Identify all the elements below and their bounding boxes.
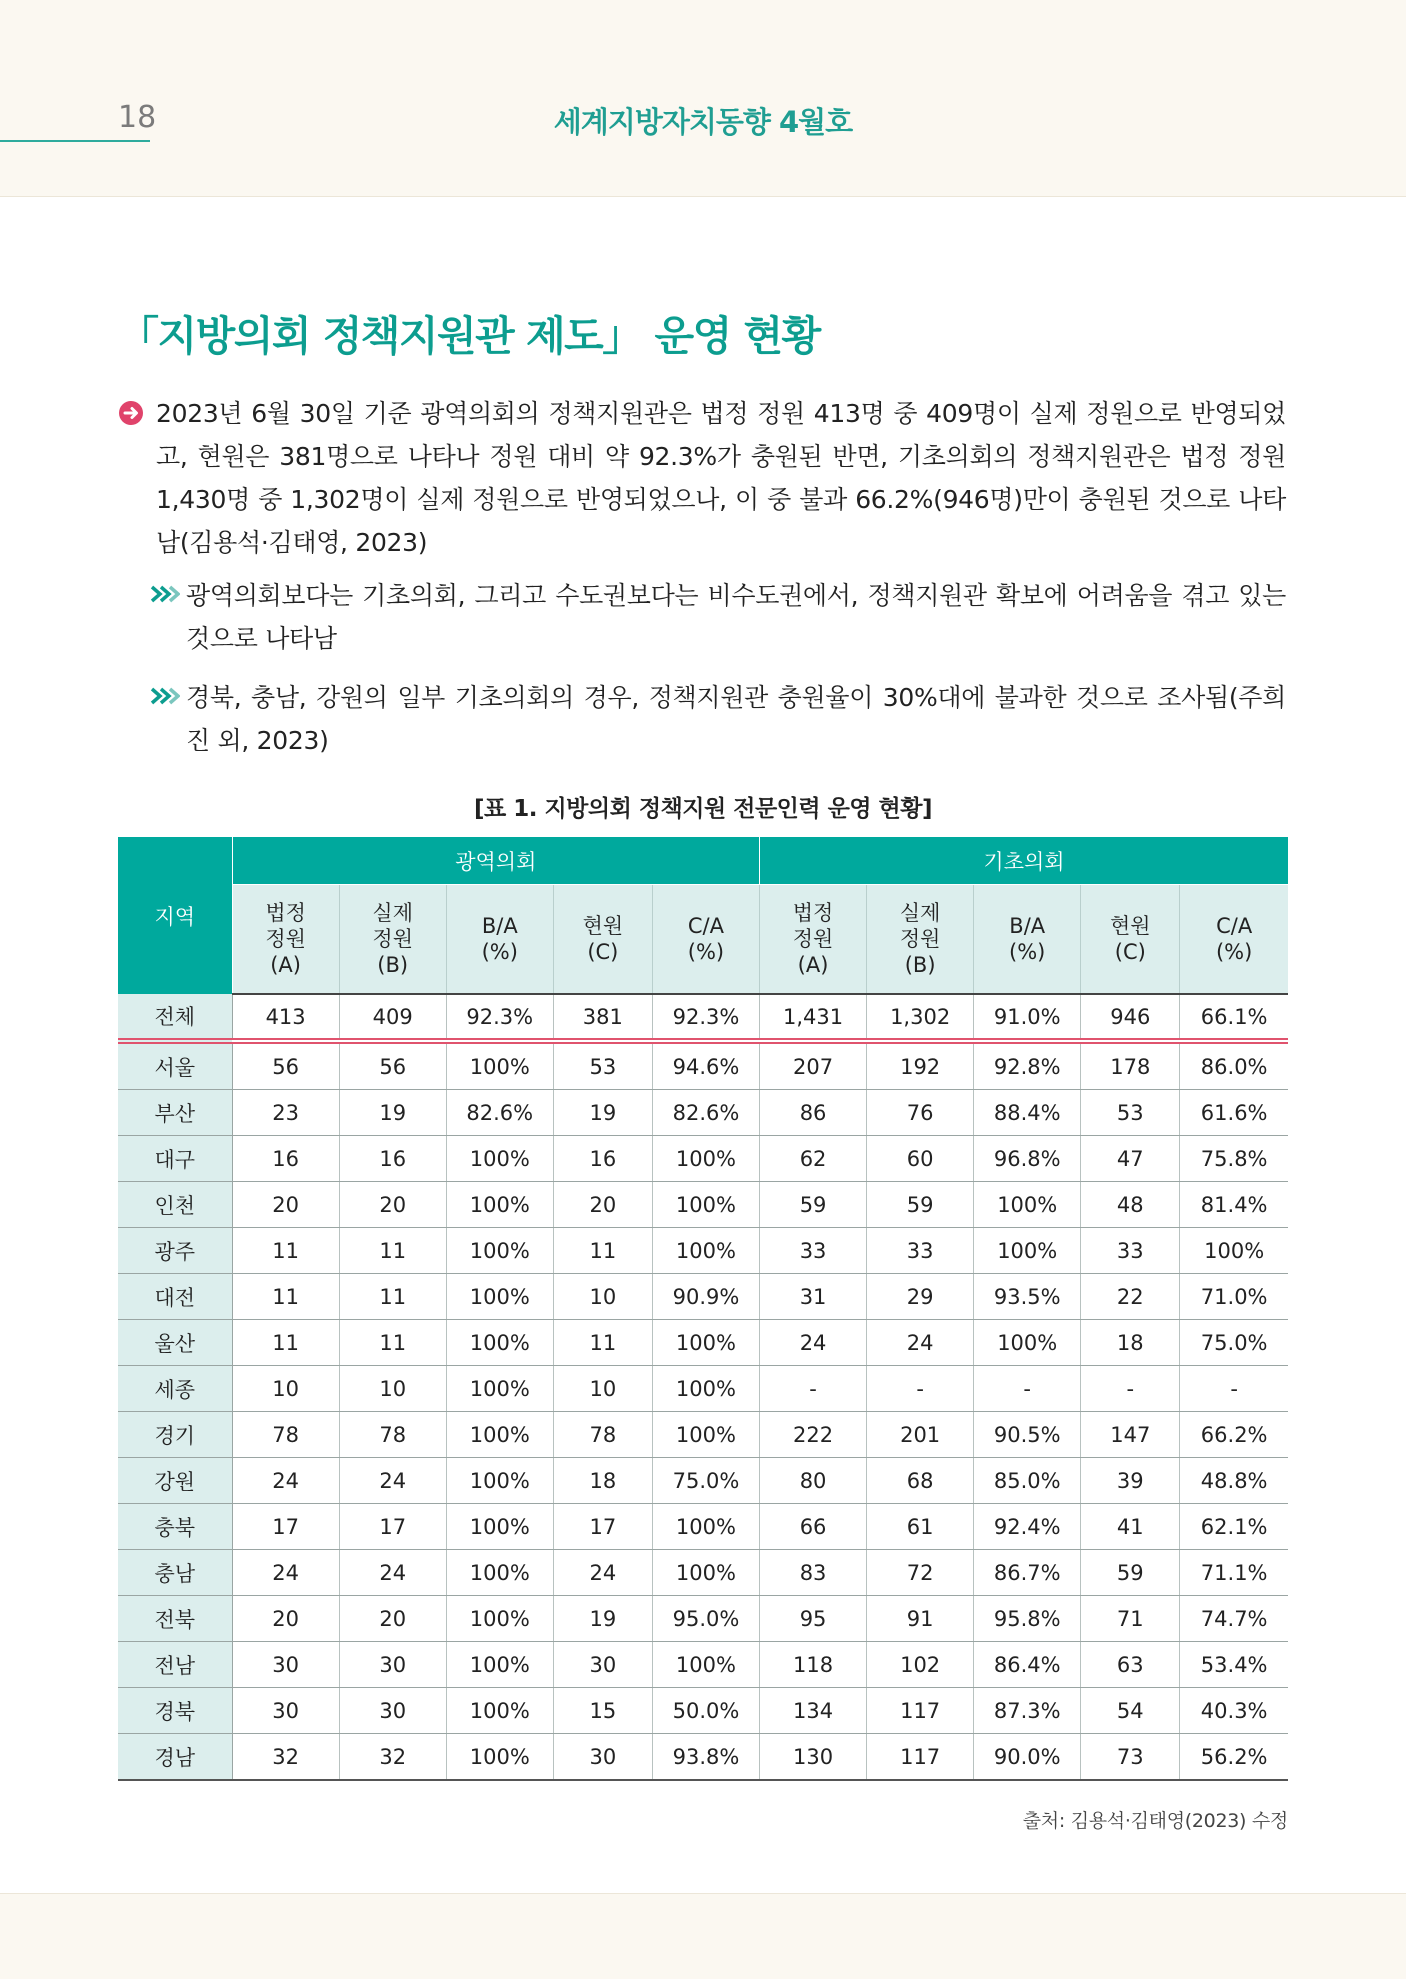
value-cell: 71.0% — [1180, 1274, 1288, 1320]
value-cell: 76 — [867, 1090, 974, 1136]
value-cell: 100% — [652, 1642, 759, 1688]
value-cell: 71.1% — [1180, 1550, 1288, 1596]
region-cell: 인천 — [118, 1182, 232, 1228]
value-cell: 20 — [232, 1182, 339, 1228]
table-row — [118, 1596, 1288, 1642]
value-cell: 48.8% — [1180, 1458, 1288, 1504]
value-cell: 19 — [553, 1090, 652, 1136]
value-cell: 192 — [867, 1041, 974, 1090]
region-cell: 서울 — [118, 1041, 232, 1090]
table-row — [118, 1090, 1288, 1136]
value-cell: 30 — [232, 1642, 339, 1688]
value-cell: 118 — [760, 1642, 867, 1688]
value-cell: 24 — [867, 1320, 974, 1366]
value-cell: 24 — [339, 1550, 446, 1596]
value-cell: 207 — [760, 1041, 867, 1090]
value-cell: 81.4% — [1180, 1182, 1288, 1228]
value-cell: 32 — [232, 1734, 339, 1781]
value-cell: 86.7% — [974, 1550, 1081, 1596]
table-row — [118, 1136, 1288, 1182]
value-cell: 409 — [339, 994, 446, 1041]
value-cell: 62.1% — [1180, 1504, 1288, 1550]
value-cell: 222 — [760, 1412, 867, 1458]
header-band — [0, 0, 1406, 196]
value-cell: 66.2% — [1180, 1412, 1288, 1458]
value-cell: 15 — [553, 1688, 652, 1734]
value-cell: 80 — [760, 1458, 867, 1504]
value-cell: 100% — [652, 1550, 759, 1596]
value-cell: 56.2% — [1180, 1734, 1288, 1781]
value-cell: 178 — [1081, 1041, 1180, 1090]
header-line: B/A — [481, 914, 518, 938]
value-cell: 1,431 — [760, 994, 867, 1041]
value-cell: 100% — [652, 1136, 759, 1182]
value-cell: 11 — [339, 1228, 446, 1274]
double-chevron-icon — [150, 584, 180, 604]
value-cell: 93.8% — [652, 1734, 759, 1781]
value-cell: 100% — [446, 1504, 553, 1550]
table-row — [118, 1504, 1288, 1550]
value-cell: 100% — [652, 1366, 759, 1412]
value-cell: - — [867, 1366, 974, 1412]
page-number: 18 — [118, 100, 157, 135]
value-cell: 96.8% — [974, 1136, 1081, 1182]
header-line: (B) — [377, 953, 409, 977]
value-cell: 78 — [339, 1412, 446, 1458]
table-source: 출처: 김용석·김태영(2023) 수정 — [1022, 1810, 1288, 1832]
value-cell: 24 — [553, 1550, 652, 1596]
value-cell: 100% — [974, 1228, 1081, 1274]
value-cell: 39 — [1081, 1458, 1180, 1504]
header-line: (%) — [1215, 940, 1253, 964]
value-cell: 24 — [232, 1550, 339, 1596]
region-cell: 전북 — [118, 1596, 232, 1642]
header-line: (A) — [270, 953, 301, 977]
sub-bullet-text: 광역의회보다는 기초의회, 그리고 수도권보다는 비수도권에서, 정책지원관 확보에 어려움을 겪고 있는 것으로 나타남 — [186, 581, 1286, 653]
value-cell: 24 — [760, 1320, 867, 1366]
value-cell: 83 — [760, 1550, 867, 1596]
value-cell: - — [974, 1366, 1081, 1412]
region-cell: 대구 — [118, 1136, 232, 1182]
table-row — [118, 1320, 1288, 1366]
value-cell: 17 — [232, 1504, 339, 1550]
value-cell: 75.0% — [1180, 1320, 1288, 1366]
value-cell: 32 — [339, 1734, 446, 1781]
value-cell: 78 — [232, 1412, 339, 1458]
value-cell: 100% — [974, 1320, 1081, 1366]
header-line: 정원 — [899, 927, 941, 951]
value-cell: 75.0% — [652, 1458, 759, 1504]
header-line: 정원 — [792, 927, 834, 951]
value-cell: 23 — [232, 1090, 339, 1136]
value-cell: 11 — [553, 1228, 652, 1274]
value-cell: 100% — [652, 1228, 759, 1274]
value-cell: 59 — [867, 1182, 974, 1228]
value-cell: 95.0% — [652, 1596, 759, 1642]
value-cell: 381 — [553, 994, 652, 1041]
value-cell: - — [760, 1366, 867, 1412]
value-cell: 117 — [867, 1734, 974, 1781]
metro-council-header: 광역의회 — [232, 837, 759, 885]
value-cell: 22 — [1081, 1274, 1180, 1320]
region-cell: 충북 — [118, 1504, 232, 1550]
value-cell: 20 — [553, 1182, 652, 1228]
header-line: B/A — [1009, 914, 1046, 938]
value-cell: 1,302 — [867, 994, 974, 1041]
value-cell: 102 — [867, 1642, 974, 1688]
value-cell: 95 — [760, 1596, 867, 1642]
value-cell: 18 — [553, 1458, 652, 1504]
value-cell: 134 — [760, 1688, 867, 1734]
basic-column-header — [1180, 885, 1288, 995]
header-line: (C) — [1114, 940, 1146, 964]
value-cell: 71 — [1081, 1596, 1180, 1642]
value-cell: 130 — [760, 1734, 867, 1781]
region-header: 지역 — [118, 837, 232, 994]
table-row — [118, 1412, 1288, 1458]
value-cell: 100% — [652, 1182, 759, 1228]
value-cell: 50.0% — [652, 1688, 759, 1734]
value-cell: 59 — [760, 1182, 867, 1228]
basic-column-header — [1081, 885, 1180, 995]
table-row — [118, 1228, 1288, 1274]
value-cell: 92.3% — [652, 994, 759, 1041]
value-cell: 66.1% — [1180, 994, 1288, 1041]
value-cell: 85.0% — [974, 1458, 1081, 1504]
value-cell: 10 — [553, 1366, 652, 1412]
value-cell: 74.7% — [1180, 1596, 1288, 1642]
value-cell: 61 — [867, 1504, 974, 1550]
value-cell: 100% — [446, 1228, 553, 1274]
value-cell: 53 — [553, 1041, 652, 1090]
value-cell: 91.0% — [974, 994, 1081, 1041]
region-cell: 세종 — [118, 1366, 232, 1412]
basic-column-header — [867, 885, 974, 995]
header-line: 실제 — [899, 901, 941, 925]
region-cell: 강원 — [118, 1458, 232, 1504]
value-cell: 30 — [553, 1734, 652, 1781]
header-line: (B) — [904, 953, 936, 977]
value-cell: 18 — [1081, 1320, 1180, 1366]
metro-column-header — [553, 885, 652, 995]
header-line: 법정 — [265, 901, 306, 925]
value-cell: 86 — [760, 1090, 867, 1136]
metro-column-header — [232, 885, 339, 995]
value-cell: 90.5% — [974, 1412, 1081, 1458]
header-line: 법정 — [792, 901, 834, 925]
table-caption: [표 1. 지방의회 정책지원 전문인력 운영 현황] — [473, 796, 932, 822]
value-cell: 147 — [1081, 1412, 1180, 1458]
value-cell: 100% — [652, 1320, 759, 1366]
value-cell: 17 — [339, 1504, 446, 1550]
sub-bullet — [150, 574, 1286, 660]
value-cell: 93.5% — [974, 1274, 1081, 1320]
value-cell: 30 — [232, 1688, 339, 1734]
header-line: (%) — [687, 940, 725, 964]
value-cell: 17 — [553, 1504, 652, 1550]
basic-column-header — [974, 885, 1081, 995]
value-cell: 30 — [339, 1688, 446, 1734]
sub-bullet — [150, 676, 1286, 762]
basic-council-header: 기초의회 — [760, 837, 1288, 885]
value-cell: 75.8% — [1180, 1136, 1288, 1182]
table-row — [118, 1458, 1288, 1504]
header-line: 정원 — [265, 927, 306, 951]
header-line: (%) — [481, 940, 518, 964]
value-cell: 41 — [1081, 1504, 1180, 1550]
region-cell: 대전 — [118, 1274, 232, 1320]
value-cell: 59 — [1081, 1550, 1180, 1596]
value-cell: 95.8% — [974, 1596, 1081, 1642]
region-cell: 전체 — [118, 994, 232, 1041]
value-cell: 86.4% — [974, 1642, 1081, 1688]
value-cell: 100% — [446, 1412, 553, 1458]
value-cell: 11 — [232, 1228, 339, 1274]
value-cell: 100% — [446, 1596, 553, 1642]
value-cell: 29 — [867, 1274, 974, 1320]
table-row — [118, 1642, 1288, 1688]
value-cell: 16 — [339, 1136, 446, 1182]
section-title: 「지방의회 정책지원관 제도」 운영 현황 — [118, 312, 820, 360]
value-cell: 10 — [339, 1366, 446, 1412]
value-cell: 63 — [1081, 1642, 1180, 1688]
table-row — [118, 1041, 1288, 1090]
value-cell: 20 — [339, 1596, 446, 1642]
header-divider — [0, 196, 1406, 197]
value-cell: 413 — [232, 994, 339, 1041]
header-line: (A) — [797, 953, 829, 977]
arrow-circle-icon — [118, 400, 144, 426]
value-cell: 100% — [974, 1182, 1081, 1228]
value-cell: 100% — [446, 1274, 553, 1320]
column-header-row — [118, 885, 1288, 995]
value-cell: - — [1180, 1366, 1288, 1412]
region-cell: 경남 — [118, 1734, 232, 1781]
staffing-table — [118, 837, 1288, 1781]
header-line: (C) — [587, 940, 619, 964]
value-cell: 100% — [446, 1642, 553, 1688]
value-cell: 100% — [446, 1136, 553, 1182]
header-line: 정원 — [372, 927, 413, 951]
value-cell: 53 — [1081, 1090, 1180, 1136]
table-row — [118, 1550, 1288, 1596]
value-cell: 53.4% — [1180, 1642, 1288, 1688]
value-cell: 30 — [339, 1642, 446, 1688]
footer-band — [0, 1893, 1406, 1979]
value-cell: 100% — [652, 1412, 759, 1458]
table-row — [118, 1366, 1288, 1412]
total-row — [118, 994, 1288, 1041]
value-cell: 66 — [760, 1504, 867, 1550]
sub-bullet-text: 경북, 충남, 강원의 일부 기초의회의 경우, 정책지원관 충원율이 30%대에 불과한 것으로 조사됨(주희진 외, 2023) — [186, 683, 1286, 755]
value-cell: 100% — [446, 1550, 553, 1596]
value-cell: 11 — [232, 1320, 339, 1366]
value-cell: 56 — [232, 1041, 339, 1090]
value-cell: 11 — [553, 1320, 652, 1366]
value-cell: 88.4% — [974, 1090, 1081, 1136]
value-cell: 117 — [867, 1688, 974, 1734]
metro-column-header — [446, 885, 553, 995]
value-cell: 30 — [553, 1642, 652, 1688]
table-row — [118, 1274, 1288, 1320]
value-cell: 90.0% — [974, 1734, 1081, 1781]
main-bullet-text: 2023년 6월 30일 기준 광역의회의 정책지원관은 법정 정원 413명 중 409명이 실제 정원으로 반영되었고, 현원은 381명으로 나타나 정원 대비 약 92.3%가 충원된 반면, 기초의회의 정책지원관은 법정 정원 1,430명 중 1,302명이 실제 정원으로 반영되었으나, 이 중 불과 66.2%(946명)만이 충원된 것으로 나타남(김용석·김태영, 2023) — [156, 399, 1286, 557]
value-cell: 11 — [339, 1320, 446, 1366]
value-cell: 61.6% — [1180, 1090, 1288, 1136]
value-cell: 92.4% — [974, 1504, 1081, 1550]
value-cell: 62 — [760, 1136, 867, 1182]
table-row — [118, 1734, 1288, 1781]
table-row — [118, 1688, 1288, 1734]
value-cell: 100% — [446, 1182, 553, 1228]
table-row — [118, 1182, 1288, 1228]
value-cell: 100% — [446, 1366, 553, 1412]
value-cell: 82.6% — [446, 1090, 553, 1136]
value-cell: 100% — [446, 1734, 553, 1781]
header-line: C/A — [1216, 914, 1253, 938]
metro-column-header — [339, 885, 446, 995]
value-cell: 94.6% — [652, 1041, 759, 1090]
region-cell: 울산 — [118, 1320, 232, 1366]
value-cell: 91 — [867, 1596, 974, 1642]
value-cell: 72 — [867, 1550, 974, 1596]
value-cell: 47 — [1081, 1136, 1180, 1182]
value-cell: 201 — [867, 1412, 974, 1458]
value-cell: 19 — [339, 1090, 446, 1136]
value-cell: 10 — [553, 1274, 652, 1320]
header-line: 현원 — [1110, 914, 1151, 938]
value-cell: 87.3% — [974, 1688, 1081, 1734]
region-cell: 충남 — [118, 1550, 232, 1596]
value-cell: 24 — [339, 1458, 446, 1504]
metro-column-header — [652, 885, 759, 995]
value-cell: 78 — [553, 1412, 652, 1458]
value-cell: 48 — [1081, 1182, 1180, 1228]
value-cell: 100% — [446, 1688, 553, 1734]
value-cell: 60 — [867, 1136, 974, 1182]
value-cell: 92.3% — [446, 994, 553, 1041]
publication-title: 세계지방자치동향 4월호 — [553, 105, 853, 139]
value-cell: 82.6% — [652, 1090, 759, 1136]
header-line: 현원 — [582, 914, 624, 938]
region-cell: 경북 — [118, 1688, 232, 1734]
value-cell: 10 — [232, 1366, 339, 1412]
value-cell: 100% — [1180, 1228, 1288, 1274]
basic-column-header — [760, 885, 867, 995]
value-cell: 11 — [339, 1274, 446, 1320]
region-cell: 광주 — [118, 1228, 232, 1274]
value-cell: 946 — [1081, 994, 1180, 1041]
value-cell: 90.9% — [652, 1274, 759, 1320]
value-cell: 31 — [760, 1274, 867, 1320]
double-chevron-icon — [150, 686, 180, 706]
value-cell: 24 — [232, 1458, 339, 1504]
header-line: (%) — [1009, 940, 1046, 964]
value-cell: 100% — [446, 1320, 553, 1366]
header-line: 실제 — [372, 901, 413, 925]
region-cell: 부산 — [118, 1090, 232, 1136]
value-cell: 33 — [760, 1228, 867, 1274]
region-cell: 경기 — [118, 1412, 232, 1458]
value-cell: 100% — [446, 1041, 553, 1090]
value-cell: 92.8% — [974, 1041, 1081, 1090]
header-line: C/A — [687, 914, 724, 938]
value-cell: 33 — [867, 1228, 974, 1274]
value-cell: 86.0% — [1180, 1041, 1288, 1090]
value-cell: 73 — [1081, 1734, 1180, 1781]
region-cell: 전남 — [118, 1642, 232, 1688]
value-cell: 68 — [867, 1458, 974, 1504]
value-cell: - — [1081, 1366, 1180, 1412]
value-cell: 100% — [446, 1458, 553, 1504]
value-cell: 16 — [553, 1136, 652, 1182]
value-cell: 16 — [232, 1136, 339, 1182]
value-cell: 20 — [232, 1596, 339, 1642]
value-cell: 54 — [1081, 1688, 1180, 1734]
value-cell: 100% — [652, 1504, 759, 1550]
value-cell: 33 — [1081, 1228, 1180, 1274]
value-cell: 56 — [339, 1041, 446, 1090]
value-cell: 40.3% — [1180, 1688, 1288, 1734]
main-bullet — [118, 392, 1286, 564]
value-cell: 11 — [232, 1274, 339, 1320]
value-cell: 19 — [553, 1596, 652, 1642]
value-cell: 20 — [339, 1182, 446, 1228]
